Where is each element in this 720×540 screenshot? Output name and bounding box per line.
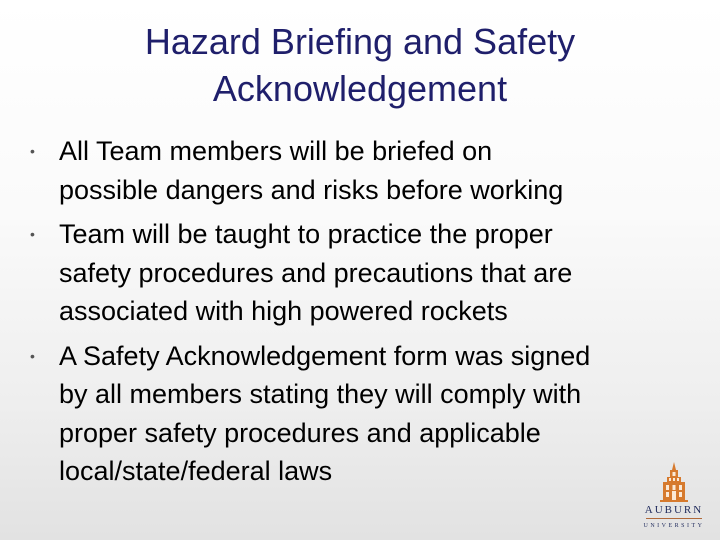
bullet-line: local/state/federal laws: [59, 456, 333, 486]
bullet-line: possible dangers and risks before working: [59, 174, 564, 205]
logo-subtitle: UNIVERSITY: [643, 523, 705, 529]
auburn-university-logo: [640, 462, 708, 532]
bullet-line: by all members stating they will comply with: [59, 379, 582, 409]
bullet-marker: •: [30, 347, 35, 364]
bullet-text: [59, 219, 572, 326]
bullet-marker: •: [30, 143, 35, 159]
logo-divider: [646, 518, 702, 519]
auburn-tower-icon: [660, 462, 688, 502]
bullet-text: [59, 136, 563, 205]
bullet-item: [0, 132, 689, 209]
bullet-marker: •: [30, 226, 35, 242]
slide-title-line: Acknowledgement: [212, 68, 508, 109]
slide-title-line: Hazard Briefing and Safety: [144, 21, 576, 62]
bullet-item: [0, 215, 689, 331]
bullet-line: associated with high powered rockets: [59, 296, 508, 326]
bullet-line: Team will be taught to practice the proper: [59, 219, 553, 249]
bullet-list: [0, 132, 720, 497]
bullet-line: safety procedures and precautions that are: [59, 257, 573, 288]
bullet-line: All Team members will be briefed on: [59, 136, 493, 166]
slide-title: [60, 18, 660, 112]
bullet-item: [0, 337, 689, 491]
logo-wordmark: AUBURN: [644, 504, 704, 516]
bullet-line: A Safety Acknowledgement form was signed: [59, 340, 591, 371]
bullet-line: proper safety procedures and applicable: [59, 417, 541, 448]
bullet-text: [59, 341, 590, 487]
